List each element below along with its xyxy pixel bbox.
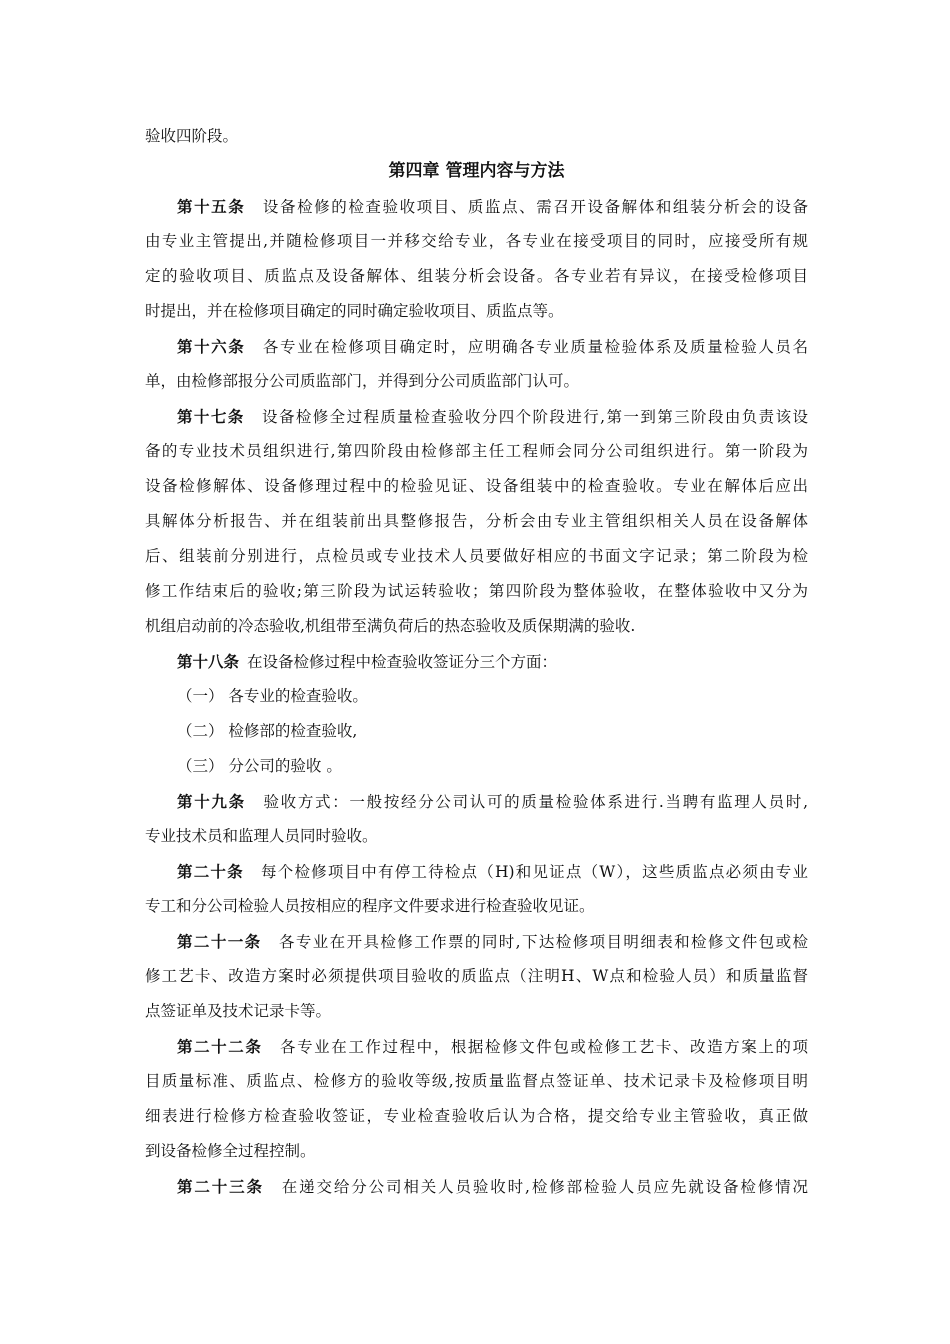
article-15-line-1	[145, 189, 808, 224]
list-item: （一） 各专业的检查验收。	[177, 687, 368, 705]
list-item: （三） 分公司的验收 。	[177, 757, 342, 775]
article-text: 设备检修的检查验收项目、质监点、需召开设备解体和组装分析会的设备	[261, 198, 808, 216]
article-text-line: 由专业主管提出,并随检修项目一并移交给专业，各专业在接受项目的同时，应接受所有规	[145, 232, 808, 250]
article-text-line: 修工作结束后的验收;第三阶段为试运转验收；第四阶段为整体验收，在整体验收中又分为	[145, 582, 808, 600]
article-17-line-1	[145, 399, 808, 434]
article-label: 第十六条	[177, 337, 246, 356]
list-item: （二） 检修部的检查验收,	[177, 722, 358, 740]
article-text: 每个检修项目中有停工待检点（H)和见证点（W），这些质监点必须由专业	[259, 863, 808, 881]
article-text: 验收方式：一般按经分公司认可的质量检验体系进行.当聘有监理人员时,	[261, 793, 808, 811]
article-text-line: 目质量标准、质监点、检修方的验收等级,按质量监督点签证单、技术记录卡及检修项目明	[145, 1072, 808, 1090]
article-text-line: 单，由检修部报分公司质监部门，并得到分公司质监部门认可。	[145, 372, 580, 390]
article-23-line-1	[145, 1169, 808, 1204]
article-text-line: 具解体分析报告、并在组装前出具整修报告，分析会由专业主管组织相关人员在设备解体	[145, 512, 808, 530]
article-label: 第二十一条	[177, 932, 262, 951]
article-text-line: 定的验收项目、质监点及设备解体、组装分析会设备。各专业若有异议，在接受检修项目	[145, 267, 808, 285]
article-text-line: 专工和分公司检验人员按相应的程序文件要求进行检查验收见证。	[145, 897, 595, 915]
article-text: 各专业在检修项目确定时，应明确各专业质量检验体系及质量检验人员名	[261, 338, 808, 356]
body-text	[145, 119, 808, 1204]
article-label: 第十七条	[177, 407, 245, 426]
article-text-line: 后、组装前分别进行，点检员或专业技术人员要做好相应的书面文字记录；第二阶段为检	[145, 547, 808, 565]
article-label: 第二十二条	[177, 1037, 263, 1056]
article-text: 在递交给分公司相关人员验收时,检修部检验人员应先就设备检修情况	[279, 1178, 808, 1196]
article-text-line: 专业技术员和监理人员同时验收。	[145, 827, 378, 845]
article-text-line: 机组启动前的冷态验收,机组带至满负荷后的热态验收及质保期满的验收.	[145, 617, 636, 635]
article-18-line-1	[145, 644, 808, 679]
article-text-line: 细表进行检修方检查验收签证，专业检查验收后认为合格，提交给专业主管验收，真正做	[145, 1107, 808, 1125]
chapter-heading: 第四章 管理内容与方法	[388, 161, 565, 181]
article-21-line-1	[145, 924, 808, 959]
article-text: 设备检修全过程质量检查验收分四个阶段进行,第一到第三阶段由负责该设	[260, 408, 808, 426]
article-label: 第十五条	[177, 197, 246, 216]
article-text: 在设备检修过程中检查验收签证分三个方面：	[247, 653, 558, 671]
article-text-line: 备的专业技术员组织进行,第四阶段由检修部主任工程师会同分公司组织进行。第一阶段为	[145, 442, 808, 460]
article-text-line: 时提出，并在检修项目确定的同时确定验收项目、质监点等。	[145, 302, 564, 320]
article-text-line: 到设备检修全过程控制。	[145, 1142, 316, 1160]
article-text: 各专业在开具检修工作票的同时,下达检修项目明细表和检修文件包或检	[277, 933, 808, 951]
article-label: 第二十条	[177, 862, 244, 881]
article-22-line-1	[145, 1029, 808, 1064]
article-label: 第十八条	[177, 652, 240, 671]
article-16-line-1	[145, 329, 808, 364]
article-text: 各专业在工作过程中，根据检修文件包或检修工艺卡、改造方案上的项	[278, 1038, 808, 1056]
intro-line: 验收四阶段。	[145, 127, 239, 145]
article-text-line: 设备检修解体、设备修理过程中的检验见证、设备组装中的检查验收。专业在解体后应出	[145, 477, 808, 495]
article-text-line: 修工艺卡、改造方案时必须提供项目验收的质监点（注明H、W点和检验人员）和质量监督	[145, 967, 808, 985]
article-label: 第十九条	[177, 792, 246, 811]
article-text-line: 点签证单及技术记录卡等。	[145, 1002, 332, 1020]
article-20-line-1	[145, 854, 808, 889]
article-label: 第二十三条	[177, 1177, 264, 1196]
article-19-line-1	[145, 784, 808, 819]
